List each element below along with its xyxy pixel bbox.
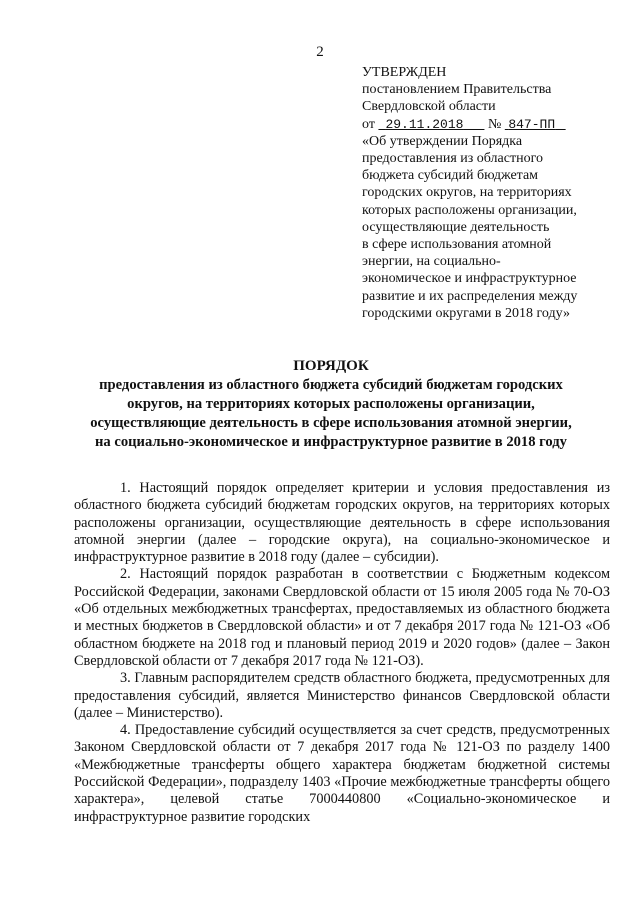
approval-heading: УТВЕРЖДЕН bbox=[362, 65, 447, 80]
title-main: ПОРЯДОК bbox=[293, 358, 369, 374]
title-subtitle-line: округов, на территориях которых расположены организации, bbox=[127, 396, 535, 412]
paragraph-4: 4. Предоставление субсидий осуществляется за счет средств, предусмотренных Законом Свердловской области от 7 декабря 2017 года № 121-ОЗ по разделу 1400 «Межбюджетные трансферты общего характера бюджетам бюджетной системы Российской Федерации», подразделу 1403 «Прочие межбюджетные трансферты общего характера», целевой статье 7000440800 «Социально-экономическое и инфраструктурное развитие городских bbox=[74, 722, 610, 825]
document-body bbox=[74, 480, 610, 826]
page-number: 2 bbox=[316, 44, 324, 60]
number-prefix: № bbox=[487, 116, 502, 132]
decree-title-line: городскими округами в 2018 году» bbox=[362, 305, 570, 321]
title-subtitle-line: на социально-экономическое и инфраструктурное развитие в 2018 году bbox=[95, 434, 567, 450]
approval-stamp bbox=[362, 64, 612, 322]
approval-line-1: постановлением Правительства bbox=[362, 82, 552, 98]
decree-title-line: которых расположены организации, bbox=[362, 202, 577, 218]
paragraph-1: 1. Настоящий порядок определяет критерии и условия предоставления из областного бюджета субсидий бюджетам городских округов, на территориях которых расположены организации, осуществляющие деятельность в сфере использования атомной энергии (далее – городские округа), на социально-экономическое и инфраструктурное развитие в 2018 году (далее – субсидии). bbox=[74, 480, 610, 566]
decree-title-line: осуществляющие деятельность bbox=[362, 219, 550, 235]
approval-date-line bbox=[362, 116, 612, 133]
decree-title-line: бюджета субсидий бюджетам bbox=[362, 168, 539, 184]
decree-title-line: городских округов, на территориях bbox=[362, 185, 572, 201]
decree-title-line: «Об утверждении Порядка bbox=[362, 133, 523, 149]
title-subtitle-line: осуществляющие деятельность в сфере использования атомной энергии, bbox=[90, 415, 572, 431]
title-subtitle-line: предоставления из областного бюджета субсидий бюджетам городских bbox=[99, 377, 563, 393]
approval-line-2: Свердловской области bbox=[362, 99, 496, 115]
decree-title-line: энергии, на социально- bbox=[362, 254, 501, 270]
decree-title-line: развитие и их распределения между bbox=[362, 288, 578, 304]
decree-title-line: в сфере использования атомной bbox=[362, 237, 552, 253]
decree-number: 847-ПП bbox=[508, 116, 556, 132]
paragraph-3: 3. Главным распорядителем средств областного бюджета, предусмотренных для предоставления субсидий, является Министерство финансов Свердловской области (далее – Министерство). bbox=[74, 670, 610, 721]
decree-title-line: предоставления из областного bbox=[362, 151, 543, 167]
decree-date: 29.11.2018 bbox=[385, 116, 464, 132]
date-prefix: от bbox=[362, 116, 375, 132]
document-title bbox=[60, 357, 602, 452]
decree-title-line: экономическое и инфраструктурное bbox=[362, 271, 577, 287]
paragraph-2: 2. Настоящий порядок разработан в соответствии с Бюджетным кодексом Российской Федерации, законами Свердловской области от 15 июля 2005 года № 70-ОЗ «Об отдельных межбюджетных трансфертах, предоставляемых из областного бюджета и местных бюджетов в Свердловской области» и от 7 декабря 2017 года № 121-ОЗ «Об областном бюджете на 2018 год и плановый период 2019 и 2020 годов» (далее – Закон Свердловской области от 7 декабря 2017 года № 121-ОЗ). bbox=[74, 566, 610, 669]
decree-title bbox=[362, 133, 612, 322]
